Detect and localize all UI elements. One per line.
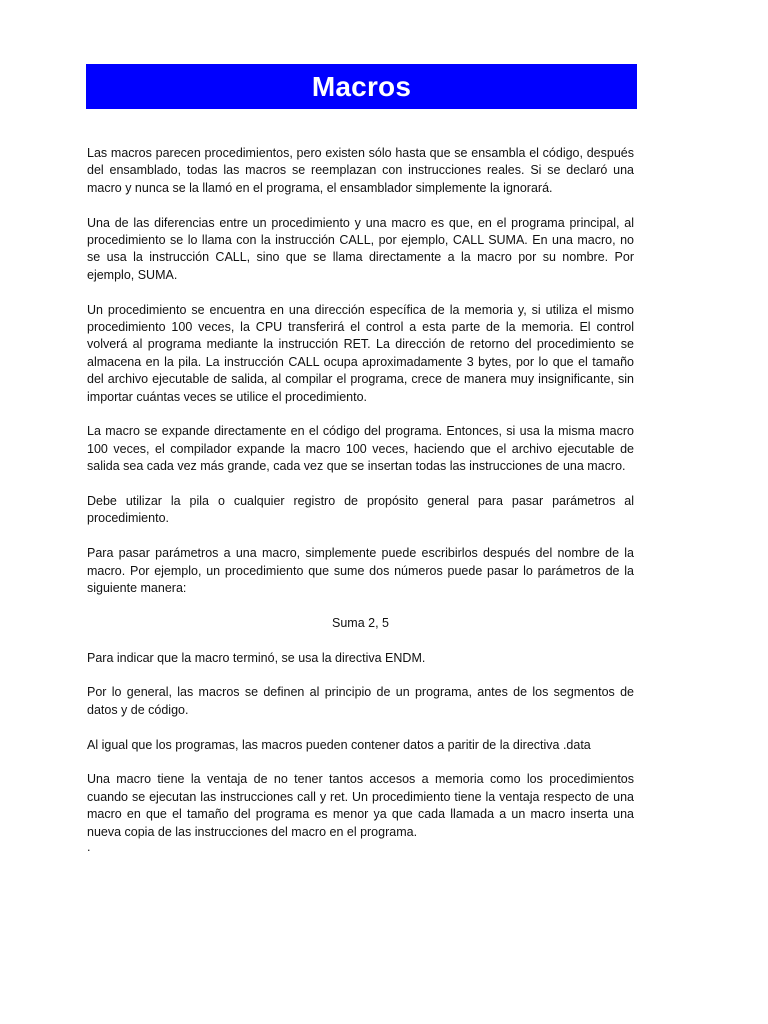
paragraph-macro-expansion: La macro se expande directamente en el código del programa. Entonces, si usa la misma macro 100 veces, el compilador expande la macro 100 veces, haciendo que el archivo ejecutable de salida sea cada vez más grande, cada vez que se insertan todas las instrucciones de una macro.	[87, 424, 634, 474]
paragraph-advantages: Una macro tiene la ventaja de no tener tantos accesos a memoria como los procedimientos cuando se ejecutan las instrucciones call y ret. Un procedimiento tiene la ventaja respecto de una macro en que el tamaño del programa es menor ya que cada llamada a un macro inserta una nueva copia de las instrucciones del macro en el programa.	[87, 772, 634, 839]
document-body	[87, 145, 634, 853]
paragraph-call-difference: Una de las diferencias entre un procedimiento y una macro es que, en el programa principal, al procedimiento se lo llama con la instrucción CALL, por ejemplo, CALL SUMA. En una macro, no se usa la instrucción CALL, sino que se llama directamente a la macro por su nombre. Por ejemplo, SUMA.	[87, 215, 634, 282]
paragraph-stack-parameters: Debe utilizar la pila o cualquier registro de propósito general para pasar parámetros al procedimiento.	[87, 494, 634, 526]
paragraph-definition-location: Por lo general, las macros se definen al principio de un programa, antes de los segmentos de datos y de código.	[87, 685, 634, 717]
paragraph-macro-parameters: Para pasar parámetros a una macro, simplemente puede escribirlos después del nombre de la macro. Por ejemplo, un procedimiento que sume dos números puede pasar lo parámetros de la siguiente manera:	[87, 546, 634, 596]
title-banner	[86, 64, 637, 109]
paragraph-data-directive: Al igual que los programas, las macros pueden contener datos a paritir de la directiva .data	[87, 737, 591, 752]
paragraph-procedure-memory: Un procedimiento se encuentra en una dirección específica de la memoria y, si utiliza el mismo procedimiento 100 veces, la CPU transferirá el control a esta parte de la memoria. El control volverá al programa mediante la instrucción RET. La dirección de retorno del procedimiento se almacena en la pila. La instrucción CALL ocupa aproximadamente 3 bytes, por lo que el tamaño del archivo ejecutable de salida, al compilar el programa, crece de manera muy insignificante, sin importar cuántas veces se utilice el procedimiento.	[87, 302, 634, 404]
trailing-dot: .	[87, 840, 91, 855]
paragraph-endm: Para indicar que la macro terminó, se usa la directiva ENDM.	[87, 650, 426, 665]
page-title: Macros	[311, 70, 412, 102]
paragraph-intro: Las macros parecen procedimientos, pero existen sólo hasta que se ensambla el código, después del ensamblado, todas las macros se reemplazan con instrucciones reales. Si se declaró una macro y nunca se la llamó en el programa, el ensamblador simplemente la ignorará.	[87, 146, 634, 195]
code-example: Suma 2, 5	[332, 615, 389, 630]
